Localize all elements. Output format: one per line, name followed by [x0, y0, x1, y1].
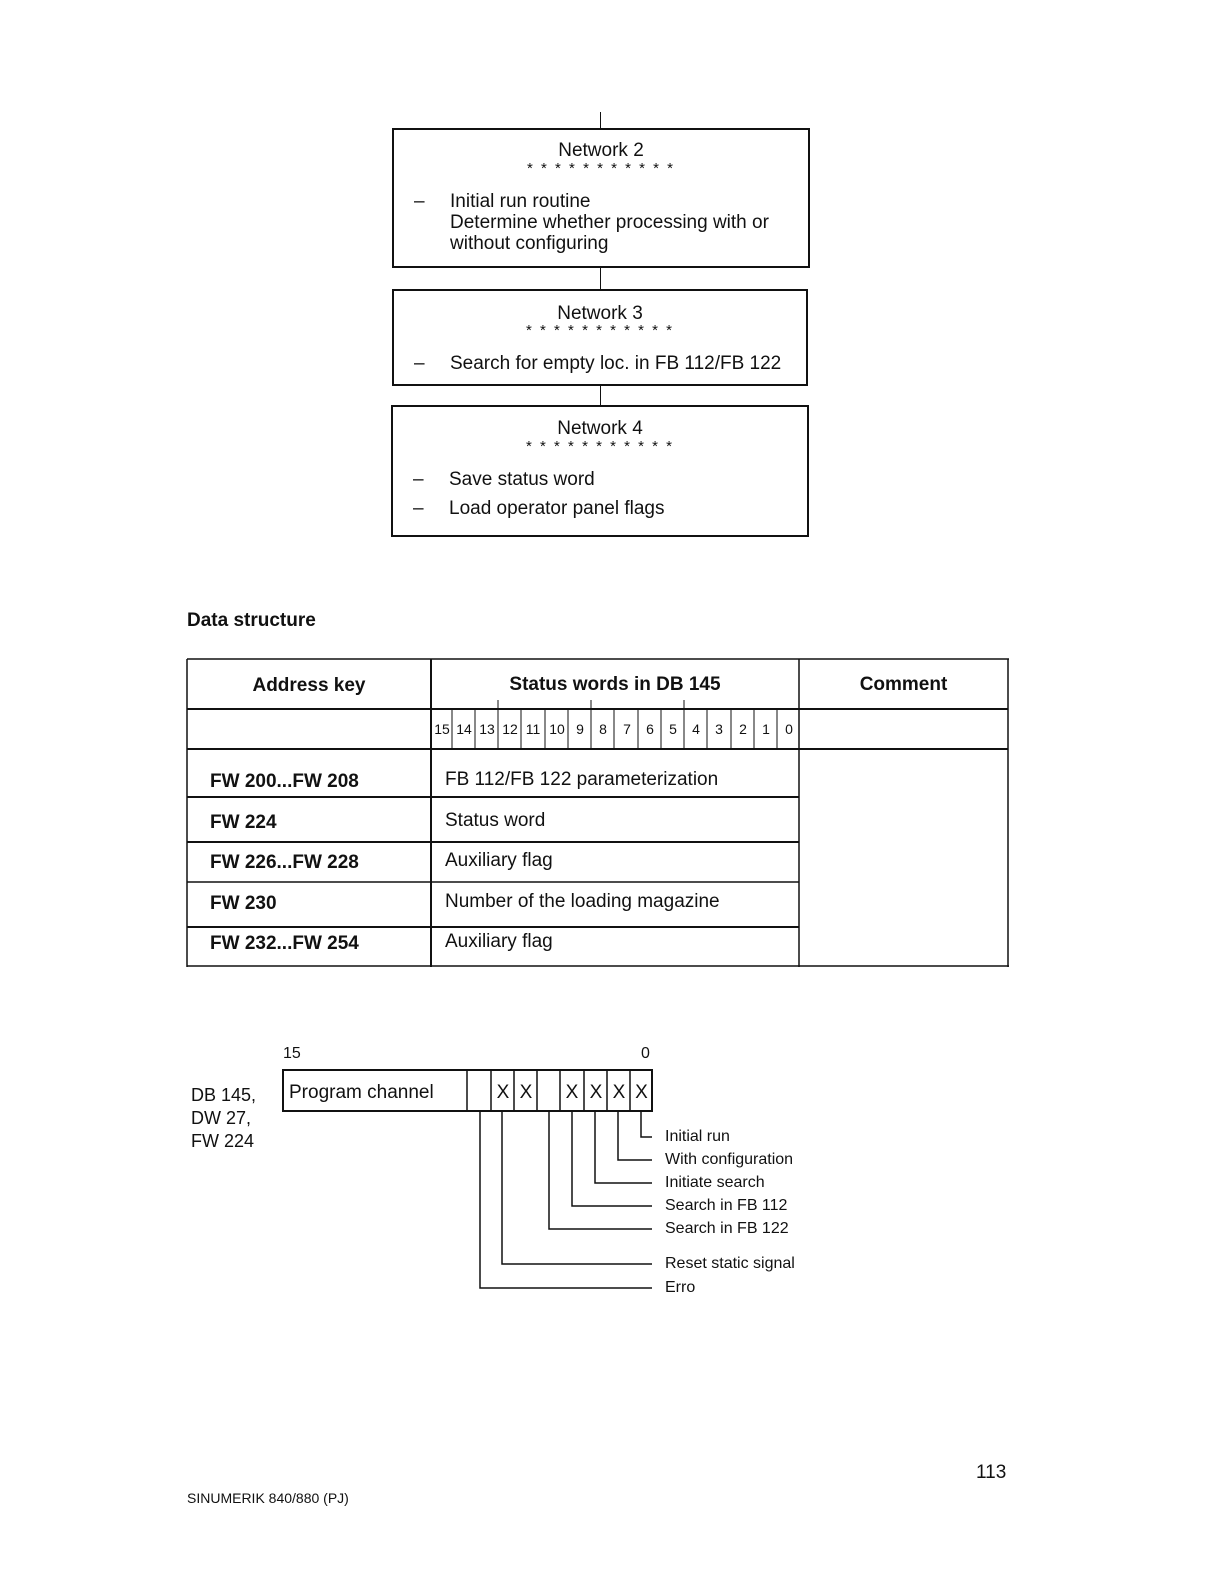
network-4-item-text: Save status word: [449, 469, 595, 490]
bit-cell: X: [565, 1082, 579, 1103]
bit-label: 11: [525, 721, 541, 737]
bit-cell: X: [496, 1082, 510, 1103]
bit-label: 10: [549, 721, 565, 737]
dash-bullet: –: [414, 353, 425, 374]
signal-label: Erro: [665, 1279, 696, 1296]
bit-label: 15: [434, 721, 450, 737]
bit-high-label: 15: [283, 1045, 301, 1062]
section-title: Data structure: [187, 610, 316, 631]
bit-label: 0: [785, 721, 793, 737]
table-row-address: FW 232...FW 254: [210, 933, 359, 954]
bit-low-label: 0: [641, 1045, 650, 1062]
table-row-address: FW 230: [210, 893, 277, 914]
dash-bullet: –: [414, 191, 425, 212]
network-4-title: Network 4: [557, 418, 643, 439]
bit-cell: X: [589, 1082, 603, 1103]
footer-text: SINUMERIK 840/880 (PJ): [187, 1490, 349, 1506]
table-row-address: FW 224: [210, 812, 277, 833]
bit-cell: X: [635, 1082, 648, 1103]
bit-label: 5: [669, 721, 677, 737]
dash-bullet: –: [413, 469, 424, 490]
signal-label: Initial run: [665, 1128, 730, 1145]
diagram-label-line: DB 145,: [191, 1085, 257, 1105]
bit-label: 12: [502, 721, 518, 737]
page-number: 113: [976, 1462, 1007, 1483]
program-channel-field: Program channel: [289, 1082, 434, 1103]
bit-label: 13: [479, 721, 495, 737]
network-2-item-text: Initial run routine Determine whether processing with or without configuring: [450, 191, 769, 254]
diagram-label-line: FW 224: [191, 1131, 255, 1151]
table-row-status: Auxiliary flag: [445, 850, 553, 871]
bit-cell: X: [519, 1082, 533, 1103]
network-3-title: Network 3: [557, 303, 643, 324]
bit-label: 6: [646, 721, 654, 737]
bit-label: 7: [623, 721, 631, 737]
bit-cell: X: [612, 1082, 626, 1103]
header-comment: Comment: [859, 674, 948, 695]
network-4-item-text: Load operator panel flags: [449, 498, 665, 519]
table-row-status: Number of the loading magazine: [445, 891, 720, 912]
bit-label: 3: [715, 721, 723, 737]
table-row-status: Status word: [445, 810, 546, 831]
table-row-address: FW 226...FW 228: [210, 852, 359, 873]
network-2-stars: * * * * * * * * * * *: [527, 160, 675, 177]
bit-label: 9: [576, 721, 584, 737]
signal-label: Initiate search: [665, 1174, 765, 1191]
signal-label: Reset static signal: [665, 1255, 795, 1272]
diagram-label-line: DW 27,: [191, 1108, 252, 1128]
network-2-title: Network 2: [558, 140, 644, 161]
bit-label: 2: [739, 721, 747, 737]
signal-label: Search in FB 122: [665, 1220, 789, 1237]
bit-label: 4: [692, 721, 700, 737]
bit-label: 1: [762, 721, 770, 737]
header-status-words: Status words in DB 145: [509, 674, 721, 695]
signal-label: Search in FB 112: [665, 1197, 788, 1214]
network-3-stars: * * * * * * * * * * *: [526, 322, 674, 339]
table-row-status: FB 112/FB 122 parameterization: [445, 769, 719, 790]
signal-label: With configuration: [665, 1151, 794, 1168]
bit-label: 8: [599, 721, 607, 737]
header-address-key: Address key: [252, 675, 366, 696]
table-row-status: Auxiliary flag: [445, 931, 553, 952]
dash-bullet: –: [413, 498, 424, 519]
network-4-stars: * * * * * * * * * * *: [526, 438, 674, 455]
bit-label: 14: [456, 721, 472, 737]
network-3-item-text: Search for empty loc. in FB 112/FB 122: [450, 353, 782, 374]
table-row-address: FW 200...FW 208: [210, 771, 359, 792]
